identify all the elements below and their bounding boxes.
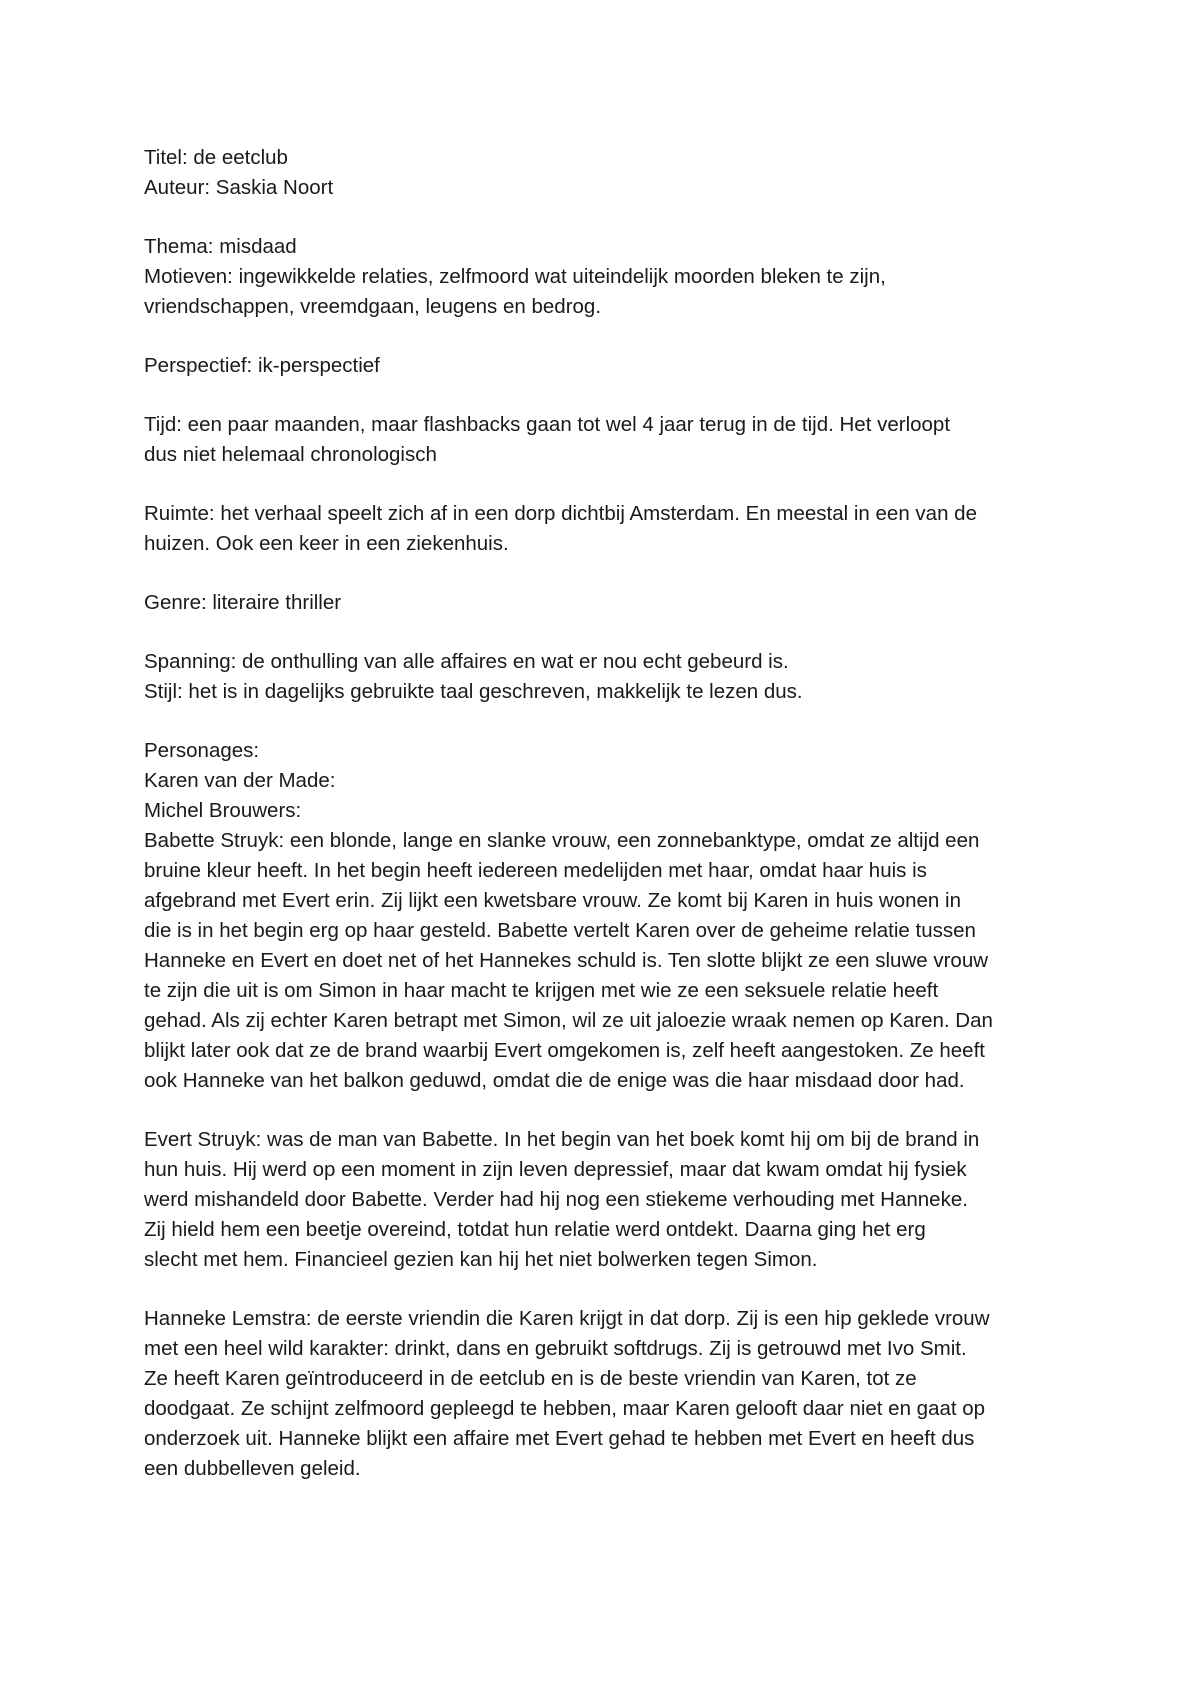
hanneke-paragraph-line: met een heel wild karakter: drinkt, dans en gebruikt softdrugs. Zij is getrouwd met Ivo Smit.: [144, 1337, 967, 1360]
hanneke-paragraph-line: Hanneke Lemstra: de eerste vriendin die Karen krijgt in dat dorp. Zij is een hip geklede vrouw: [144, 1307, 990, 1330]
motives-line: Motieven: ingewikkelde relaties, zelfmoord wat uiteindelijk moorden bleken te zijn,: [144, 265, 886, 288]
babette-paragraph-line: ook Hanneke van het balkon geduwd, omdat die de enige was die haar misdaad door had.: [144, 1069, 965, 1092]
babette-paragraph-line: gehad. Als zij echter Karen betrapt met Simon, wil ze uit jaloezie wraak nemen op Karen. Dan: [144, 1009, 993, 1032]
babette-paragraph-line: Hanneke en Evert en doet net of het Hannekes schuld is. Ten slotte blijkt ze een sluwe vrouw: [144, 949, 989, 972]
babette-paragraph-line: te zijn die uit is om Simon in haar macht te krijgen met wie ze een seksuele relatie heeft: [144, 979, 939, 1002]
tension-line: Spanning: de onthulling van alle affaires en wat er nou echt gebeurd is.: [144, 650, 789, 673]
document-body: [144, 143, 1064, 1484]
hanneke-paragraph-line: doodgaat. Ze schijnt zelfmoord gepleegd te hebben, maar Karen gelooft daar niet en gaat op: [144, 1397, 986, 1420]
evert-paragraph-line: hun huis. Hij werd op een moment in zijn leven depressief, maar dat kwam omdat hij fysiek: [144, 1158, 967, 1181]
theme-line: Thema: misdaad: [144, 235, 297, 258]
babette-paragraph-line: Babette Struyk: een blonde, lange en slanke vrouw, een zonnebanktype, omdat ze altijd een: [144, 829, 980, 852]
time-line: Tijd: een paar maanden, maar flashbacks gaan tot wel 4 jaar terug in de tijd. Het verloopt: [144, 413, 951, 436]
babette-paragraph-line: bruine kleur heeft. In het begin heeft iedereen medelijden met haar, omdat haar huis is: [144, 859, 927, 882]
title-line: Titel: de eetclub: [144, 146, 288, 169]
perspective-line: Perspectief: ik-perspectief: [144, 354, 380, 377]
genre-line: Genre: literaire thriller: [144, 591, 342, 614]
hanneke-paragraph-line: onderzoek uit. Hanneke blijkt een affaire met Evert gehad te hebben met Evert en heeft dus: [144, 1427, 975, 1450]
evert-paragraph-line: Zij hield hem een beetje overeind, totdat hun relatie werd ontdekt. Daarna ging het erg: [144, 1218, 926, 1241]
hanneke-paragraph-line: Ze heeft Karen geïntroduceerd in de eetclub en is de beste vriendin van Karen, tot ze: [144, 1367, 917, 1390]
babette-paragraph-line: blijkt later ook dat ze de brand waarbij Evert omgekomen is, zelf heeft aangestoken. Ze heeft: [144, 1039, 985, 1062]
evert-paragraph-line: slecht met hem. Financieel gezien kan hij het niet bolwerken tegen Simon.: [144, 1248, 818, 1271]
character-karen: Karen van der Made:: [144, 769, 336, 792]
babette-paragraph-line: die is in het begin erg op haar gesteld. Babette vertelt Karen over de geheime relatie tussen: [144, 919, 976, 942]
space-line: huizen. Ook een keer in een ziekenhuis.: [144, 532, 509, 555]
style-line: Stijl: het is in dagelijks gebruikte taal geschreven, makkelijk te lezen dus.: [144, 680, 803, 703]
time-line: dus niet helemaal chronologisch: [144, 443, 437, 466]
character-michel: Michel Brouwers:: [144, 799, 302, 822]
evert-paragraph-line: Evert Struyk: was de man van Babette. In het begin van het boek komt hij om bij de brand in: [144, 1128, 980, 1151]
space-line: Ruimte: het verhaal speelt zich af in een dorp dichtbij Amsterdam. En meestal in een van de: [144, 502, 977, 525]
evert-paragraph-line: werd mishandeld door Babette. Verder had hij nog een stiekeme verhouding met Hanneke.: [144, 1188, 968, 1211]
hanneke-paragraph-line: een dubbelleven geleid.: [144, 1457, 361, 1480]
motives-line: vriendschappen, vreemdgaan, leugens en bedrog.: [144, 295, 602, 318]
babette-paragraph-line: afgebrand met Evert erin. Zij lijkt een kwetsbare vrouw. Ze komt bij Karen in huis wonen in: [144, 889, 961, 912]
author-line: Auteur: Saskia Noort: [144, 176, 334, 199]
characters-heading: Personages:: [144, 739, 260, 762]
